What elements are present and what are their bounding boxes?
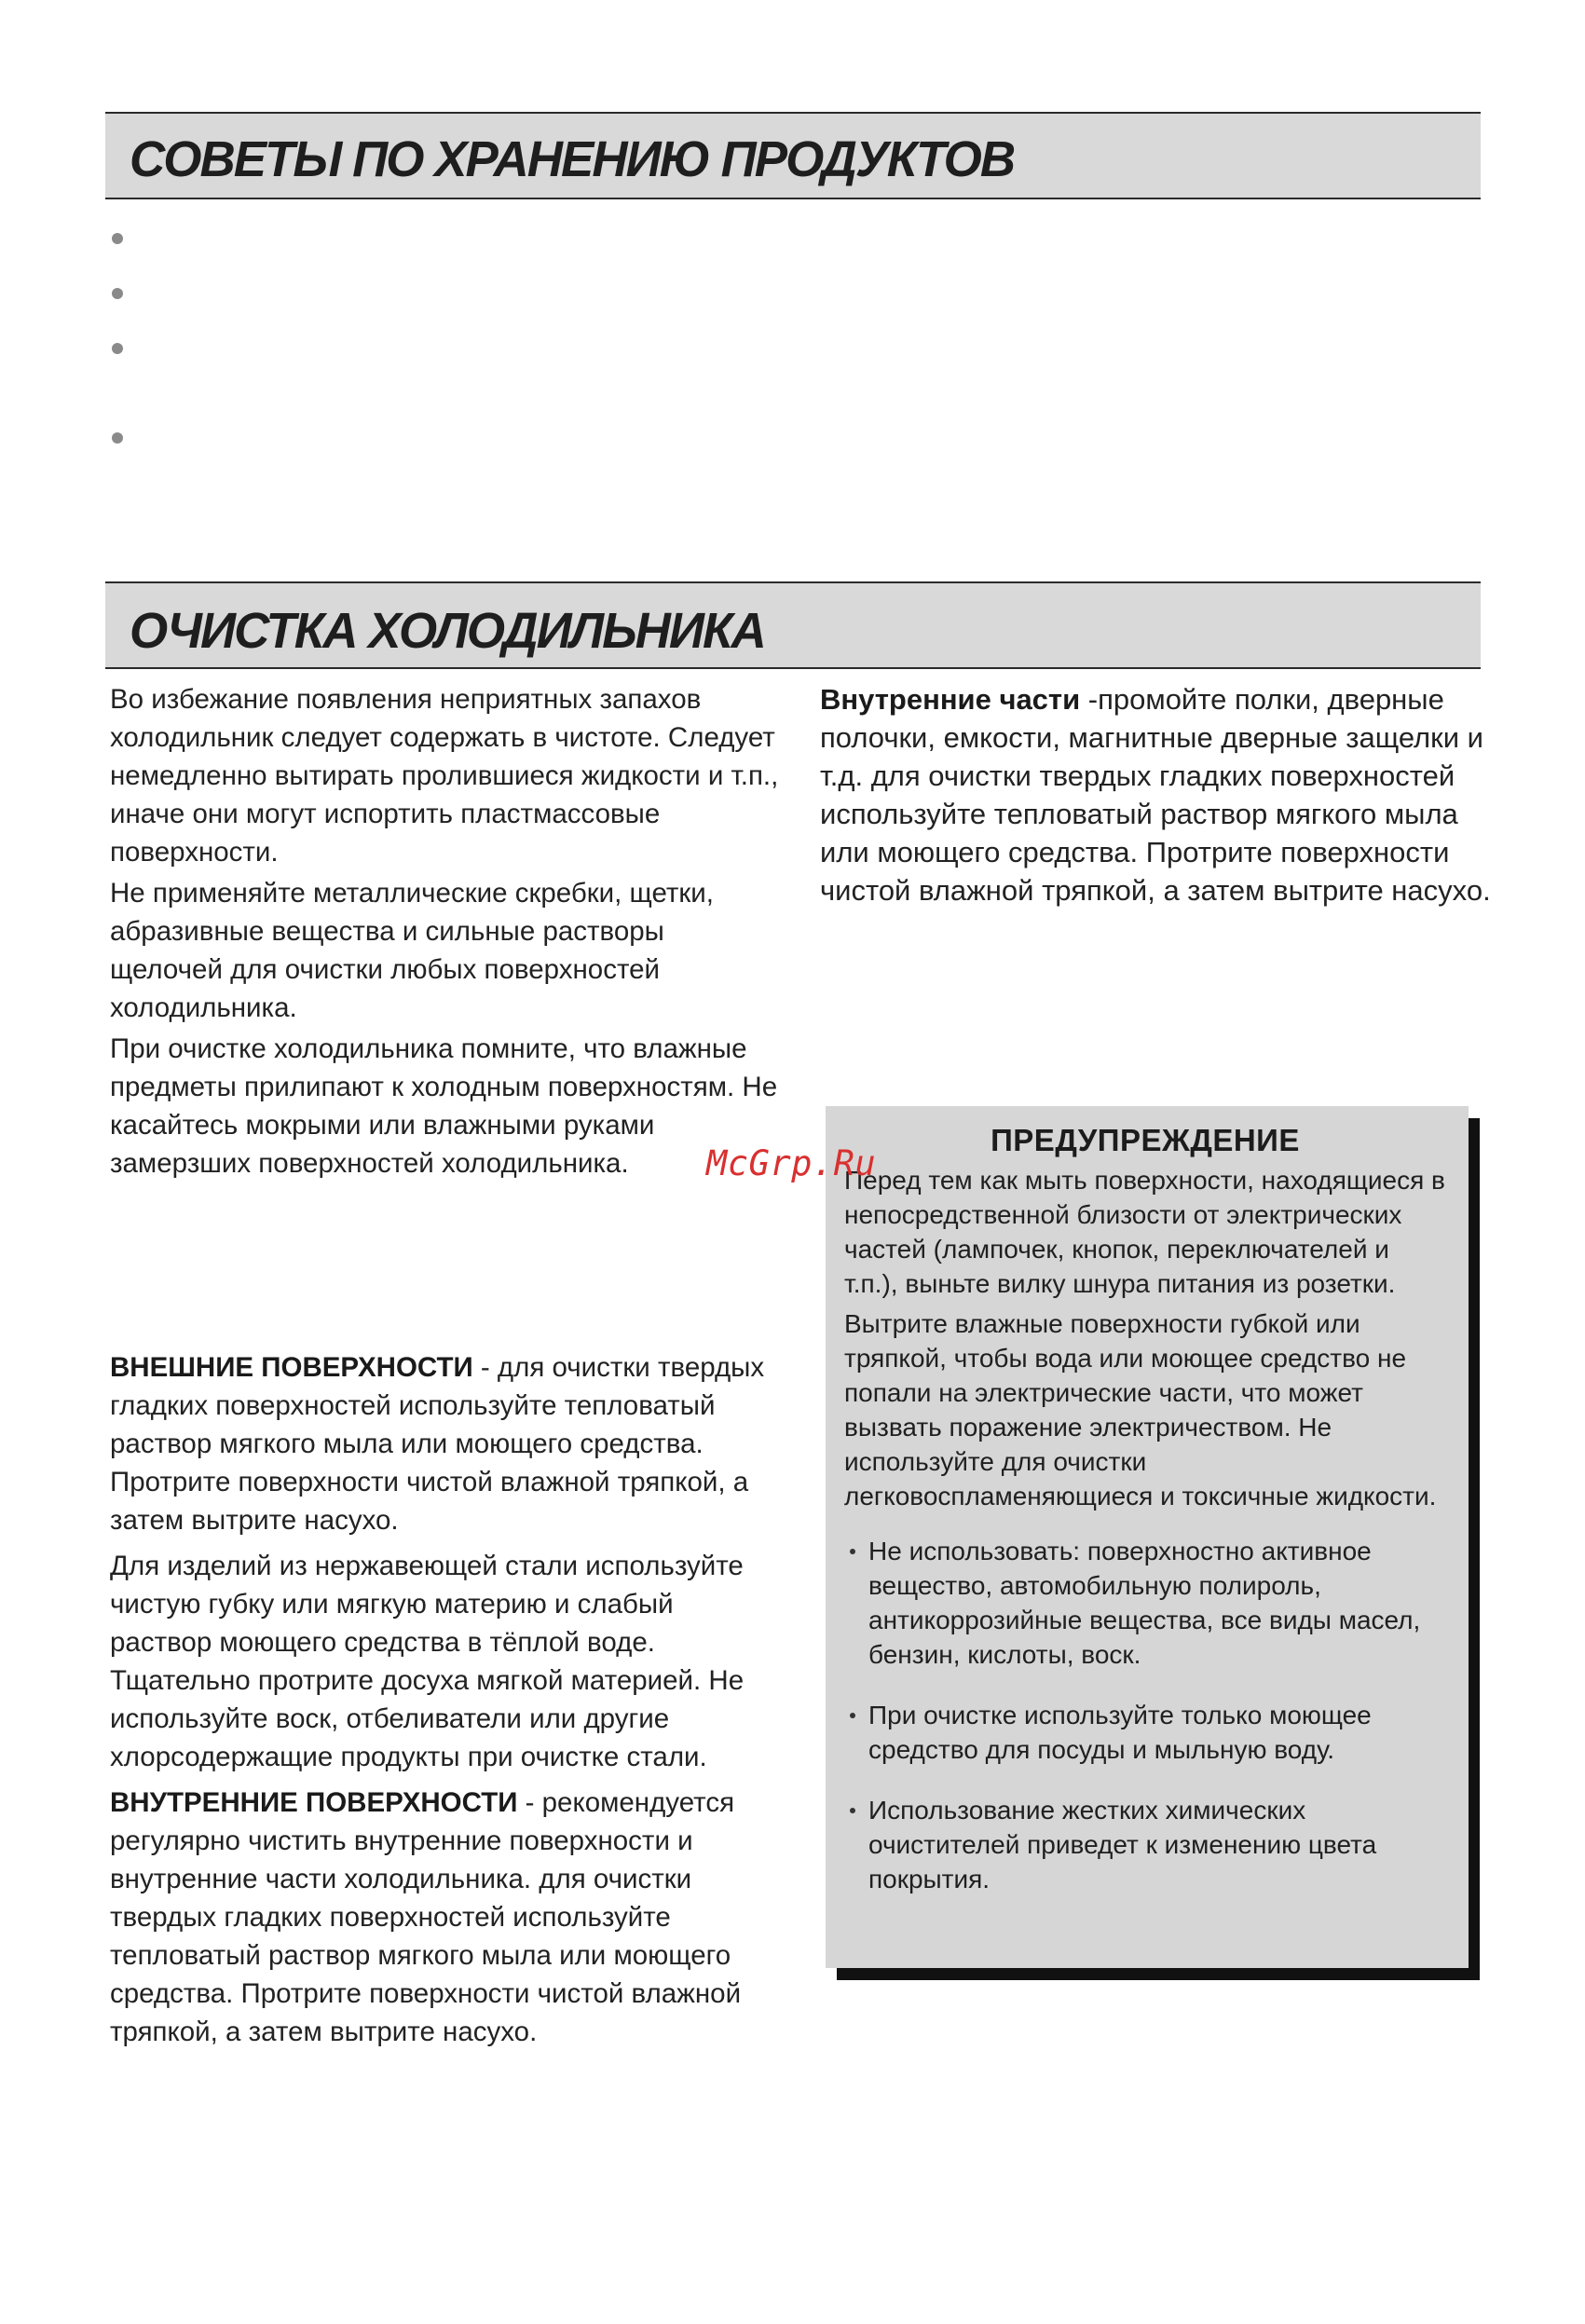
intro-paragraph-1: Во избежание появления неприятных запахов холодильник следует содержать в чистоте. Следует немедленно вытирать пролившиеся жидкости и т.п., иначе они могут испортить пластмассовые поверхности.	[110, 684, 779, 868]
storage-section-title: СОВЕТЫ ПО ХРАНЕНИЮ ПРОДУКТОВ	[130, 131, 1015, 187]
warning-list	[844, 1534, 1446, 1896]
bullet-dot-2	[112, 288, 123, 299]
internal-parts-column	[820, 680, 1491, 912]
external-surfaces-paragraph	[110, 1348, 781, 1539]
external-surfaces-heading: ВНЕШНИЕ ПОВЕРХНОСТИ	[110, 1352, 473, 1383]
warning-paragraph-1: Перед тем как мыть поверхности, находящиеся в непосредственной близости от электрических частей (лампочек, кнопок, переключателей и т.п.), выньте вилку шнура питания из розетки.	[844, 1166, 1445, 1298]
internal-parts-text: -промойте полки, дверные полочки, емкости, магнитные дверные защелки и т.д. для очистки твердых гладких поверхностей используйте тепловатый раствор мягкого мыла или моющего средства. Протрите поверхности чистой влажной тряпкой, а затем вытрите насухо.	[820, 683, 1491, 907]
internal-surfaces-text: - рекомендуется регулярно чистить внутренние поверхности и внутренние части холодильника. для очистки твердых гладких поверхностей используйте тепловатый раствор мягкого мыла или моющего средства. Протрите поверхности чистой влажной тряпкой, а затем вытрите насухо.	[110, 1787, 742, 2047]
internal-parts-paragraph	[820, 680, 1491, 909]
warning-list-item: Использование жестких химических очистителей приведет к изменению цвета покрытия.	[844, 1793, 1446, 1896]
surfaces-column	[110, 1348, 781, 2054]
intro-paragraph-2: Не применяйте металлические скребки, щетки, абразивные вещества и сильные растворы щелочей для очистки любых поверхностей холодильника.	[110, 878, 714, 1023]
cleaning-intro-column	[110, 680, 781, 1185]
cleaning-section-header	[105, 581, 1481, 669]
warning-list-item: При очистке используйте только моющее средство для посуды и мыльную воду.	[844, 1698, 1446, 1767]
intro-paragraph-3: При очистке холодильника помните, что влажные предметы прилипают к холодным поверхностям. Не касайтесь мокрыми или влажными руками замерзших поверхностей холодильника.	[110, 1033, 778, 1179]
warning-title: ПРЕДУПРЕЖДЕНИЕ	[991, 1123, 1300, 1157]
warning-paragraph-2: Вытрите влажные поверхности губкой или тряпкой, чтобы вода или моющее средство не попали на электрические части, что может вызвать поражение электричеством. Не используйте для очистки легковоспламеняющиеся и токсичные жидкости.	[844, 1309, 1437, 1511]
cleaning-section-title: ОЧИСТКА ХОЛОДИЛЬНИКА	[130, 603, 765, 659]
warning-box	[826, 1106, 1469, 1968]
internal-parts-heading: Внутренние части	[820, 683, 1081, 716]
bullet-dot-3	[112, 343, 123, 354]
bullet-dot-1	[112, 233, 123, 244]
warning-list-item: Не использовать: поверхностно активное вещество, автомобильную полироль, антикоррозийные вещества, все виды масел, бензин, кислоты, воск.	[844, 1534, 1446, 1672]
internal-surfaces-heading: ВНУТРЕННИЕ ПОВЕРХНОСТИ	[110, 1787, 518, 1818]
external-surfaces-text: - для очистки твердых гладких поверхностей используйте тепловатый раствор мягкого мыла или моющего средства. Протрите поверхности чистой влажной тряпкой, а затем вытрите насухо.	[110, 1352, 765, 1536]
storage-section-header	[105, 112, 1481, 199]
stainless-steel-paragraph: Для изделий из нержавеющей стали используйте чистую губку или мягкую материю и слабый раствор моющего средства в тёплой воде. Тщательно протрите досуха мягкой материей. Не используйте воск, отбеливатели или другие хлорсодержащие продукты при очистке стали.	[110, 1551, 745, 1772]
internal-surfaces-paragraph	[110, 1784, 781, 2051]
bullet-dot-4	[112, 432, 123, 444]
watermark-text: McGrp.Ru	[706, 1143, 877, 1183]
